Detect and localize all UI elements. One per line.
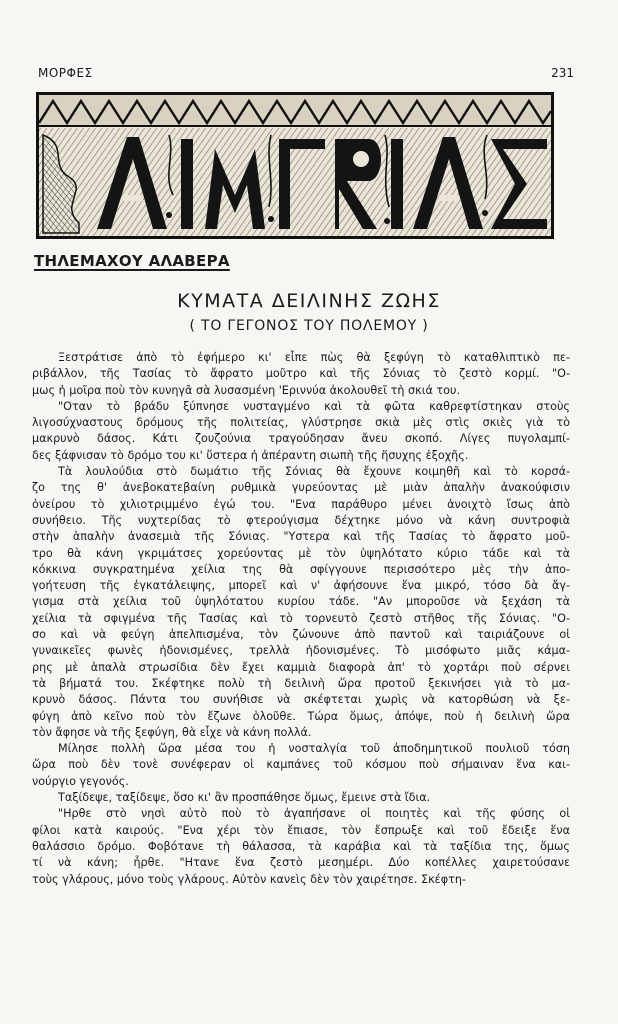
text-line: μακρυνὸ δάσος. Κάτι ζουζούνια τραγούδησαν ἄνευ σκοπό. Λίγες πυγολαμπί-	[32, 432, 570, 446]
text-line: Ξεστράτισε ἀπὸ τὸ ἐφήμερο κι' εἶπε πὼς θὰ ξεφύγη τὸ καταθλιπτικὸ πε-	[58, 351, 570, 364]
text-line: στὴν ἁπαλὴν ἀνασεμιὰ τῆς Σόνιας. "Υστερα καὶ τῆς Τασίας τὸ ἄφρατο μοῦ-	[32, 530, 570, 544]
text-line: ρης μὲ ἁπαλὰ στρωσίδια δὲν ἔχει καμμιὰ διαφορὰ ἀπ' τὸ χορτάρι ποὺ σέρνει	[32, 660, 570, 674]
text-line: τοὺς γλάρους, μόνο τοὺς γλάρους. Αὐτὸν κανεὶς δὲν τὸν χαιρέτησε. Σκέφτη-	[32, 872, 466, 886]
author-name: ΤΗΛΕΜΑΧΟΥ ΑΛΑΒΕΡΑ	[34, 252, 230, 270]
paragraph	[32, 741, 570, 790]
text-line: ὀνείρου τὸ χιλιοτριμμένο ἐγώ του. "Ενα παράθυρο μένει ἀνοιχτὸ ἴσως ἀπὸ	[32, 497, 570, 511]
text-line: νούργιο γεγονός.	[32, 774, 129, 788]
text-line: φίλοι κατὰ καιρούς. "Ενα χέρι τὸν ἔπιασε, τὸν ἔσπρωξε καὶ τοῦ ἔδειξε ἕνα	[32, 823, 570, 837]
text-line: μως ἡ μοῖρα ποὺ τὸν κυνηγᾶ σὰ λυσασμένη 'Εριννύα ἀκολουθεῖ τὴ σκιά του.	[32, 383, 461, 397]
journal-name: ΜΟΡΦΕΣ	[38, 66, 93, 80]
running-head	[38, 66, 574, 82]
text-line: Τὰ λουλούδια στὸ δωμάτιο τῆς Σόνιας θὰ ἔχουνε κοιμηθῆ καὶ τὸ κορσά-	[58, 465, 570, 479]
text-line: ζο της θ' ἀνεβοκατεβαίνη ρυθμικὰ γυρεύοντας μὲ μιὰν ἁπαλὴν ἀνακούφισιν	[32, 481, 570, 495]
text-line: φύγη ἀπὸ κεῖνο ποὺ τὸν ἔζωνε ὁλοῦθε. Τώρα ὅμως, ἀπόψε, ποὺ ἡ δειλινὴ ὥρα	[32, 709, 570, 723]
text-line: τρο θὰ κάνη γκριμάτσες χορεύοντας μὲ τὸν ὑψηλότατο κύριο τάδε καὶ τὰ	[32, 546, 570, 560]
text-line: θαλάσσιο δρόμο. Φοβότανε τὴ θάλασσα, τὰ καράβια καὶ τὰ ταξίδια της, ὅμως	[32, 839, 570, 853]
text-line: σο καὶ νὰ φεύγη ἀπελπισμένα, τὸν ζώνουνε ἀπὸ παντοῦ καὶ ταιριάζουνε οἱ	[32, 628, 570, 642]
paragraph	[32, 464, 570, 741]
text-line: Μίλησε πολλὴ ὥρα μέσα του ἡ νοσταλγία τοῦ ἀποδημητικοῦ πουλιοῦ τόση	[58, 742, 570, 756]
text-line: τὸν ἄφησε νὰ τῆς ξεφύγη, θὰ εἶχε νὰ κάνη πολλά.	[32, 725, 312, 739]
text-line: λιγοσύχναστους δρόμους τῆς πολιτείας, γλύστρησε σκιὰ μὲς στὶς σκιὲς γιὰ τὸ	[32, 416, 570, 430]
text-line: τί νὰ κάνη; ἦρθε. "Ητανε ἕνα ζεστὸ μεσημέρι. Δύο κοπέλλες χαιρετούσανε	[32, 856, 570, 870]
paragraph	[32, 399, 570, 464]
article-subtitle: ( ΤΟ ΓΕΓΟΝΟΣ ΤΟΥ ΠΟΛΕΜΟΥ )	[189, 318, 429, 334]
text-line: γισμα στὰ χείλια τοῦ ὑψηλότατου κυρίου τάδε. "Αν μποροῦσε νὰ ξεχάση τὰ	[32, 595, 570, 609]
text-line: "Οταν τὸ βράδυ ξύπνησε νυσταγμένο καὶ τὰ φῶτα καθρεφτίστηκαν στοὺς	[58, 399, 570, 413]
paragraph	[32, 790, 570, 806]
text-line: γυναικεῖες φωνὲς ἡδονισμένες, τρελλὰ ἡδονισμένες. Τὸ μισόφωτο μιᾶς κάμα-	[32, 644, 570, 658]
text-line: ριβάλλον, τῆς Τασίας τὸ ἄφρατο μοῦτρο καὶ τῆς Σόνιας τὸ ζεστὸ κορμί. "Ο-	[32, 367, 570, 381]
text-line: "Ηρθε στὸ νησὶ αὐτὸ ποὺ τὸ ἀγαπήσανε οἱ ποιητὲς καὶ τῆς φύσης οἱ	[58, 807, 570, 821]
page-number: 231	[551, 66, 574, 80]
text-line: κόκκινα συγκρατημένα χείλια της θὰ σφίγγουνε περισσότερο μὲς τὴν ἀπο-	[32, 562, 570, 576]
article-body	[32, 350, 570, 888]
headpiece-engraving	[39, 95, 551, 236]
text-line: τὰ βήματά του. Σκέφτηκε πολὺ τὴ δειλινὴ ὥρα προτοῦ ξεκινήσει γιὰ τὸ μα-	[32, 676, 570, 690]
text-line: συνήθειο. Τῆς νυχτερίδας τὸ φτερούγισμα δέχτηκε μόνο νὰ κάνη συντροφιὰ	[32, 513, 570, 527]
text-line: δες ξάφνισαν τὸ δρόμο του κι' ὕστερα ἡ ἀπέραντη σιωπὴ τῆς ἥσυχης ἐξοχῆς.	[32, 448, 469, 462]
paragraph	[32, 806, 570, 887]
text-line: γοήτευση τῆς ἐγκατάλειψης, μπορεῖ καὶ ν' ἀφήσουνε ἕνα μικρό, τόσο δὰ ἄγ-	[32, 579, 570, 593]
article-title: ΚΥΜΑΤΑ ΔΕΙΛΙΝΗΣ ΖΩΗΣ	[177, 290, 441, 312]
decorative-headpiece	[36, 92, 554, 239]
paragraph	[32, 350, 570, 399]
text-line: ὥρα ποὺ δὲν τονὲ συνέφεραν οἱ καμπάνες τοῦ κόσμου ποὺ σήμαιναν ἕνα και-	[32, 758, 570, 772]
text-line: κρυνὸ δάσος. Πάντα του συνήθισε νὰ σκέφτεται χωρὶς νὰ κατορθώση νὰ ξε-	[32, 693, 570, 707]
text-line: χείλια τὰ σφιγμένα τῆς Τασίας καὶ τὸ τορνευτὸ ζεστὸ στῆθος τῆς Σόνιας. "Ο-	[32, 611, 570, 625]
text-line: Ταξίδεψε, ταξίδεψε, ὅσο κι' ἂν προσπάθησε ὅμως, ἔμεινε στὰ ἴδια.	[58, 791, 431, 805]
